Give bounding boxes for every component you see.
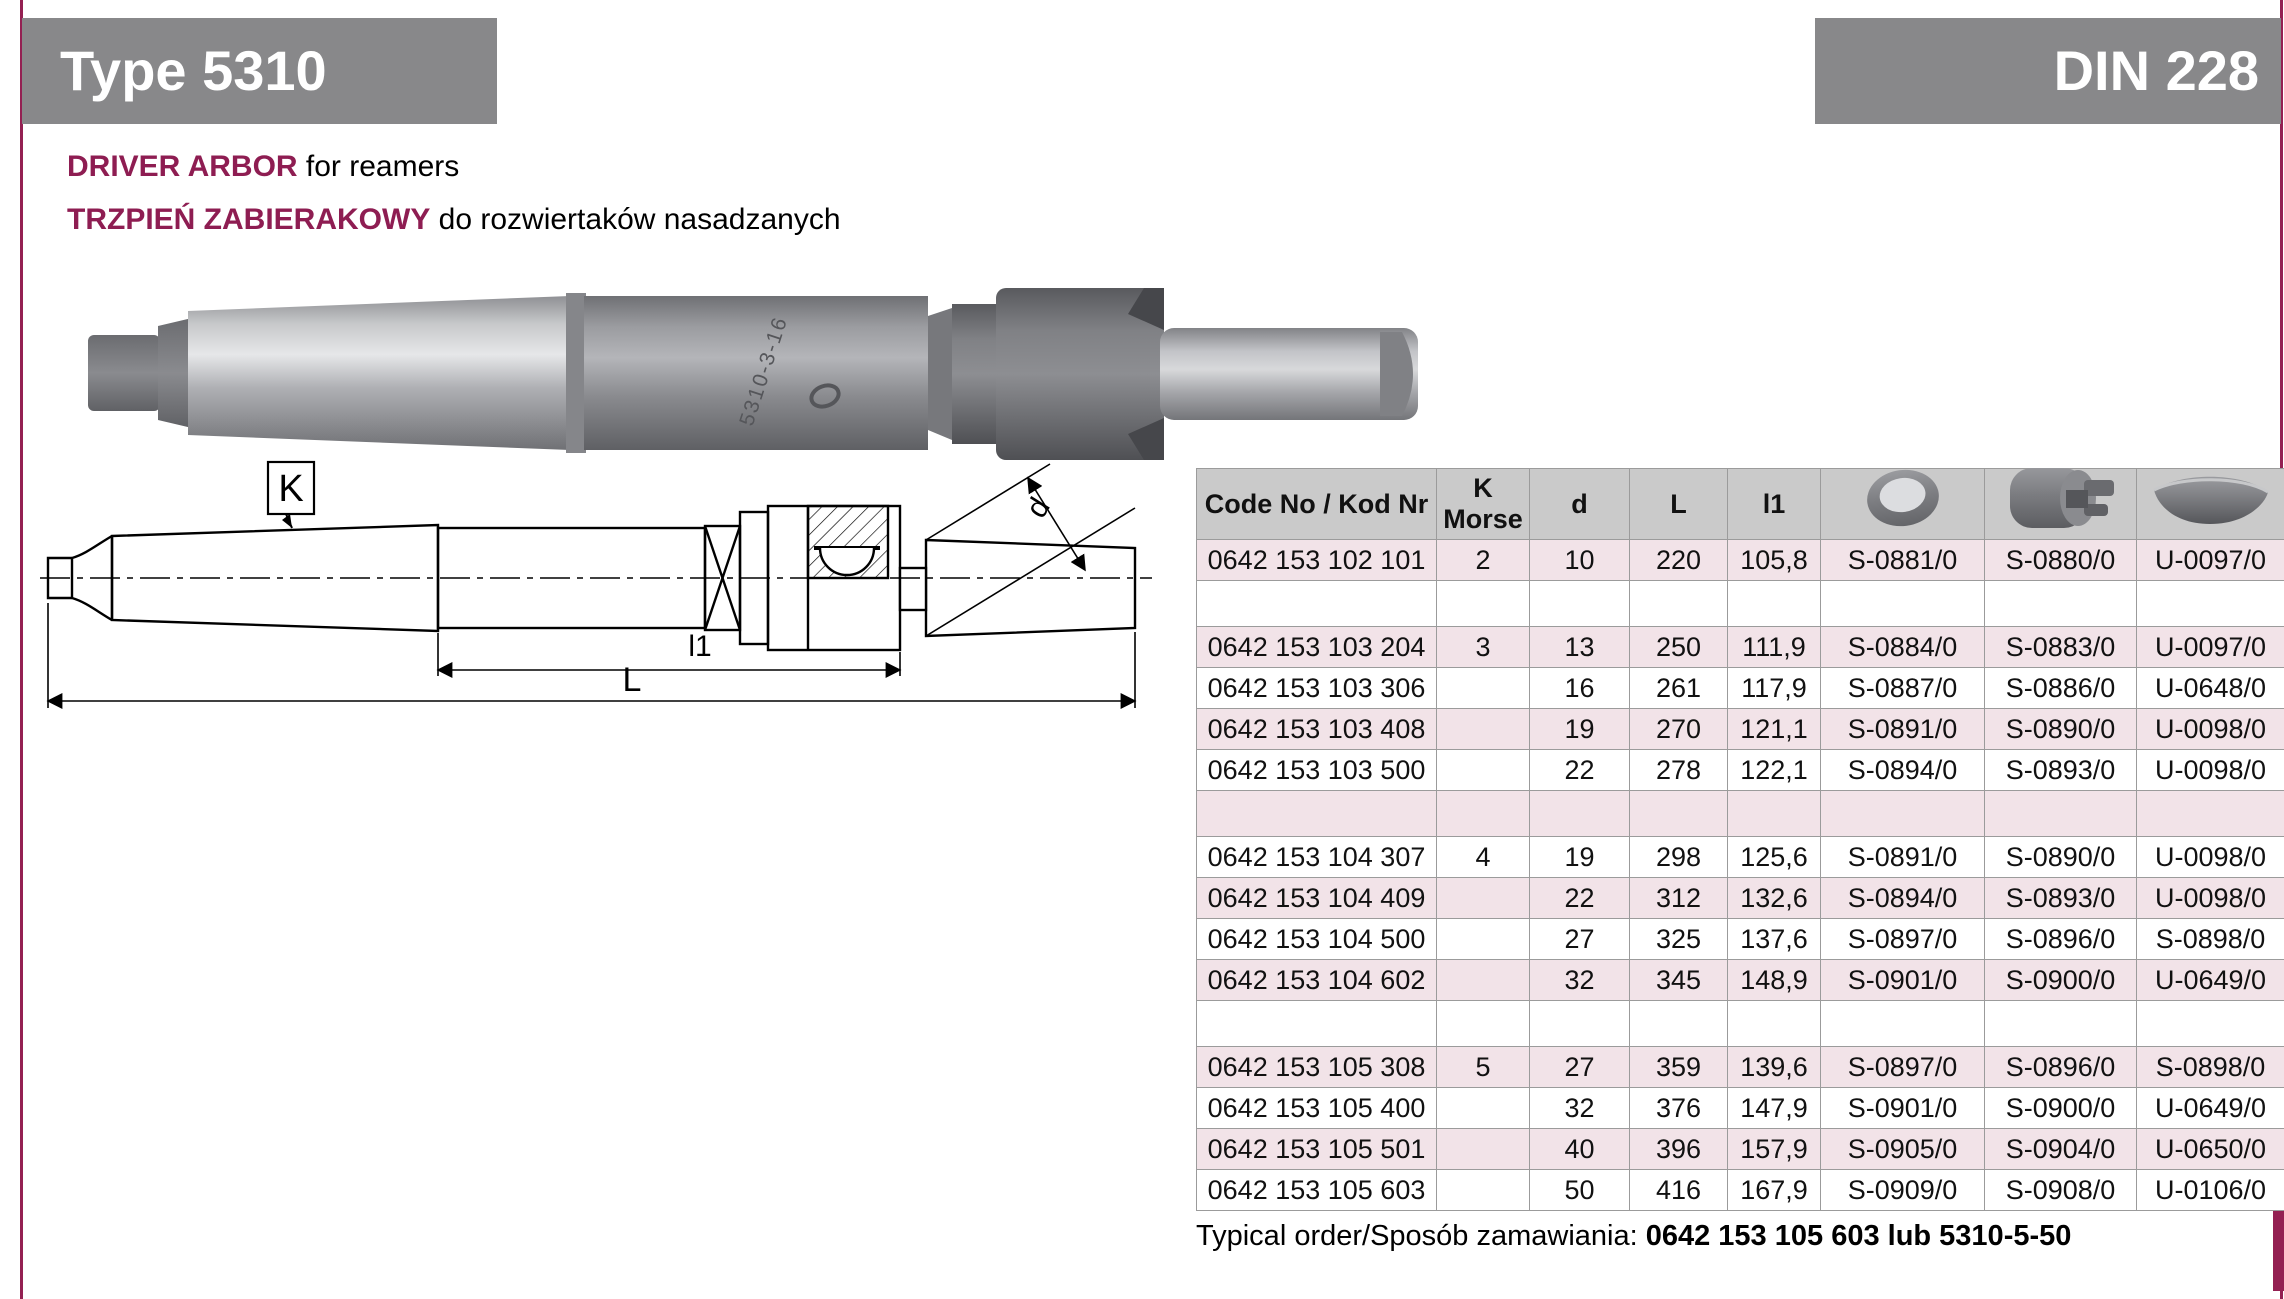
subtitle-pl-rest: do rozwiertaków nasadzanych <box>430 203 841 236</box>
din-badge: DIN 228 <box>1815 18 2281 124</box>
table-row <box>1197 668 2284 709</box>
cell-l1: 132,6 <box>1728 878 1821 919</box>
cell-d: 50 <box>1530 1170 1630 1211</box>
header-woodruff-key <box>2137 469 2284 540</box>
cell-a3: S-0898/0 <box>2137 919 2284 960</box>
cell-d: 40 <box>1530 1129 1630 1170</box>
cell-k <box>1437 668 1530 709</box>
cell-a3: U-0098/0 <box>2137 709 2284 750</box>
laser-marking: 5310-3-16 <box>735 313 793 429</box>
cell-L: 298 <box>1630 837 1728 878</box>
technical-drawing <box>40 448 1160 768</box>
table-header-row <box>1197 469 2284 540</box>
cell-l1 <box>1728 791 1821 837</box>
cell-code <box>1197 581 1437 627</box>
subtitle-en-rest: for reamers <box>297 150 460 183</box>
label-k: K <box>278 468 304 510</box>
cell-k <box>1437 750 1530 791</box>
cell-code: 0642 153 102 101 <box>1197 540 1437 581</box>
cell-code: 0642 153 104 307 <box>1197 837 1437 878</box>
cell-a1: S-0897/0 <box>1821 1047 1985 1088</box>
cell-a1: S-0881/0 <box>1821 540 1985 581</box>
cell-a1: S-0891/0 <box>1821 709 1985 750</box>
cell-a2 <box>1985 1001 2137 1047</box>
cell-code: 0642 153 105 308 <box>1197 1047 1437 1088</box>
cell-L: 396 <box>1630 1129 1728 1170</box>
woodruff-key-icon <box>2146 466 2276 530</box>
arbor-photo-illustration <box>80 278 1440 473</box>
cell-a3: U-0648/0 <box>2137 668 2284 709</box>
cell-d <box>1530 581 1630 627</box>
cell-k: 2 <box>1437 540 1530 581</box>
table-separator-row <box>1197 791 2284 837</box>
cell-l1: 148,9 <box>1728 960 1821 1001</box>
cell-l1: 167,9 <box>1728 1170 1821 1211</box>
cell-k <box>1437 1129 1530 1170</box>
left-accent-line <box>20 0 23 1299</box>
cell-k <box>1437 791 1530 837</box>
cell-d: 22 <box>1530 878 1630 919</box>
cell-code <box>1197 791 1437 837</box>
cell-L: 376 <box>1630 1088 1728 1129</box>
cell-a2: S-0893/0 <box>1985 878 2137 919</box>
table-separator-row <box>1197 581 2284 627</box>
cell-L: 325 <box>1630 919 1728 960</box>
arbor-drawing <box>40 448 1160 768</box>
typical-order-note <box>1196 1220 2071 1253</box>
cell-l1: 147,9 <box>1728 1088 1821 1129</box>
cell-d: 13 <box>1530 627 1630 668</box>
cell-a1: S-0894/0 <box>1821 750 1985 791</box>
cell-a3: U-0649/0 <box>2137 1088 2284 1129</box>
cell-code: 0642 153 104 409 <box>1197 878 1437 919</box>
cell-a3: U-0097/0 <box>2137 627 2284 668</box>
cell-L: 250 <box>1630 627 1728 668</box>
cell-a3: U-0649/0 <box>2137 960 2284 1001</box>
subtitle-pl-bold: TRZPIEŃ ZABIERAKOWY <box>67 203 431 236</box>
header-L: L <box>1630 469 1728 540</box>
cell-k <box>1437 878 1530 919</box>
cell-code: 0642 153 104 602 <box>1197 960 1437 1001</box>
cell-a2 <box>1985 581 2137 627</box>
table-separator-row <box>1197 1001 2284 1047</box>
cell-a2: S-0893/0 <box>1985 750 2137 791</box>
cell-d: 19 <box>1530 837 1630 878</box>
cell-a3 <box>2137 791 2284 837</box>
cell-k: 4 <box>1437 837 1530 878</box>
cell-d: 32 <box>1530 960 1630 1001</box>
cell-a2: S-0908/0 <box>1985 1170 2137 1211</box>
table-row <box>1197 960 2284 1001</box>
subtitle-pl <box>67 203 841 237</box>
cell-a3 <box>2137 1001 2284 1047</box>
cell-a1: S-0905/0 <box>1821 1129 1985 1170</box>
table-row <box>1197 1047 2284 1088</box>
cell-l1 <box>1728 1001 1821 1047</box>
cell-l1: 139,6 <box>1728 1047 1821 1088</box>
cell-l1: 122,1 <box>1728 750 1821 791</box>
cell-a3: U-0098/0 <box>2137 878 2284 919</box>
cell-code: 0642 153 103 204 <box>1197 627 1437 668</box>
table-row <box>1197 540 2284 581</box>
cell-a3: U-0097/0 <box>2137 540 2284 581</box>
cell-a1: S-0891/0 <box>1821 837 1985 878</box>
cell-k <box>1437 1001 1530 1047</box>
subtitle-en-bold: DRIVER ARBOR <box>67 150 298 183</box>
cell-a3: U-0650/0 <box>2137 1129 2284 1170</box>
cell-a2: S-0904/0 <box>1985 1129 2137 1170</box>
cell-a3: U-0106/0 <box>2137 1170 2284 1211</box>
cell-code: 0642 153 103 306 <box>1197 668 1437 709</box>
cell-L <box>1630 581 1728 627</box>
cell-a2: S-0896/0 <box>1985 1047 2137 1088</box>
header-drive-sleeve <box>1985 469 2137 540</box>
cell-l1: 111,9 <box>1728 627 1821 668</box>
cell-d <box>1530 791 1630 837</box>
cell-code: 0642 153 105 603 <box>1197 1170 1437 1211</box>
drive-sleeve-icon <box>1996 466 2126 530</box>
cell-k: 5 <box>1437 1047 1530 1088</box>
cell-a1 <box>1821 791 1985 837</box>
subtitle-en <box>67 150 459 184</box>
cell-l1: 125,6 <box>1728 837 1821 878</box>
cell-code: 0642 153 103 500 <box>1197 750 1437 791</box>
cell-L: 270 <box>1630 709 1728 750</box>
cell-a1: S-0901/0 <box>1821 960 1985 1001</box>
cell-a1 <box>1821 581 1985 627</box>
cell-k <box>1437 960 1530 1001</box>
cell-L <box>1630 791 1728 837</box>
cell-a2: S-0890/0 <box>1985 837 2137 878</box>
cell-code: 0642 153 105 400 <box>1197 1088 1437 1129</box>
table-body <box>1197 540 2284 1211</box>
header-l1: l1 <box>1728 469 1821 540</box>
table-row <box>1197 1129 2284 1170</box>
cell-a2: S-0900/0 <box>1985 1088 2137 1129</box>
cell-a1: S-0884/0 <box>1821 627 1985 668</box>
table-row <box>1197 878 2284 919</box>
cell-a2 <box>1985 791 2137 837</box>
table-row <box>1197 837 2284 878</box>
cell-k: 3 <box>1437 627 1530 668</box>
spec-table <box>1196 468 2284 1211</box>
cell-k <box>1437 1170 1530 1211</box>
header-spacer-ring <box>1821 469 1985 540</box>
cell-l1 <box>1728 581 1821 627</box>
cell-a1: S-0894/0 <box>1821 878 1985 919</box>
header-k-morse <box>1437 469 1530 540</box>
cell-d: 27 <box>1530 1047 1630 1088</box>
cell-L: 345 <box>1630 960 1728 1001</box>
cell-d <box>1530 1001 1630 1047</box>
cell-k <box>1437 709 1530 750</box>
header-k-line2: Morse <box>1443 504 1523 534</box>
table-row <box>1197 1170 2284 1211</box>
typical-order-code: 0642 153 105 603 lub 5310-5-50 <box>1645 1220 2072 1252</box>
table-row <box>1197 750 2284 791</box>
cell-d: 22 <box>1530 750 1630 791</box>
table-row <box>1197 1088 2284 1129</box>
cell-l1: 137,6 <box>1728 919 1821 960</box>
cell-a3: U-0098/0 <box>2137 837 2284 878</box>
cell-code <box>1197 1001 1437 1047</box>
cell-code: 0642 153 105 501 <box>1197 1129 1437 1170</box>
cell-L: 220 <box>1630 540 1728 581</box>
cell-d: 16 <box>1530 668 1630 709</box>
cell-a1: S-0901/0 <box>1821 1088 1985 1129</box>
cell-L <box>1630 1001 1728 1047</box>
cell-code: 0642 153 104 500 <box>1197 919 1437 960</box>
cell-L: 261 <box>1630 668 1728 709</box>
cell-L: 359 <box>1630 1047 1728 1088</box>
cell-a1 <box>1821 1001 1985 1047</box>
cell-d: 19 <box>1530 709 1630 750</box>
label-d: d <box>1019 492 1057 524</box>
cell-a2: S-0896/0 <box>1985 919 2137 960</box>
cell-a1: S-0897/0 <box>1821 919 1985 960</box>
label-L: L <box>622 661 642 699</box>
cell-k <box>1437 1088 1530 1129</box>
cell-a2: S-0890/0 <box>1985 709 2137 750</box>
cell-a2: S-0880/0 <box>1985 540 2137 581</box>
cell-a2: S-0900/0 <box>1985 960 2137 1001</box>
cell-L: 312 <box>1630 878 1728 919</box>
cell-d: 32 <box>1530 1088 1630 1129</box>
typical-order-prefix: Typical order/Sposób zamawiania: <box>1196 1220 1646 1252</box>
header-code: Code No / Kod Nr <box>1197 469 1437 540</box>
cell-d: 10 <box>1530 540 1630 581</box>
cell-d: 27 <box>1530 919 1630 960</box>
cell-a1: S-0887/0 <box>1821 668 1985 709</box>
table-row <box>1197 627 2284 668</box>
table-row <box>1197 919 2284 960</box>
cell-k <box>1437 581 1530 627</box>
cell-a2: S-0886/0 <box>1985 668 2137 709</box>
cell-a3: S-0898/0 <box>2137 1047 2284 1088</box>
label-l1: l1 <box>688 630 712 663</box>
cell-L: 416 <box>1630 1170 1728 1211</box>
spacer-ring-icon <box>1843 466 1963 530</box>
table-row <box>1197 709 2284 750</box>
cell-a3 <box>2137 581 2284 627</box>
cell-k <box>1437 919 1530 960</box>
cell-l1: 117,9 <box>1728 668 1821 709</box>
cell-code: 0642 153 103 408 <box>1197 709 1437 750</box>
cell-a3: U-0098/0 <box>2137 750 2284 791</box>
header-d: d <box>1530 469 1630 540</box>
header-k-line1: K <box>1473 473 1493 503</box>
cell-l1: 105,8 <box>1728 540 1821 581</box>
cell-a2: S-0883/0 <box>1985 627 2137 668</box>
cell-L: 278 <box>1630 750 1728 791</box>
type-badge: Type 5310 <box>22 18 497 124</box>
cell-l1: 121,1 <box>1728 709 1821 750</box>
cell-l1: 157,9 <box>1728 1129 1821 1170</box>
cell-a1: S-0909/0 <box>1821 1170 1985 1211</box>
product-photo <box>80 278 1440 473</box>
